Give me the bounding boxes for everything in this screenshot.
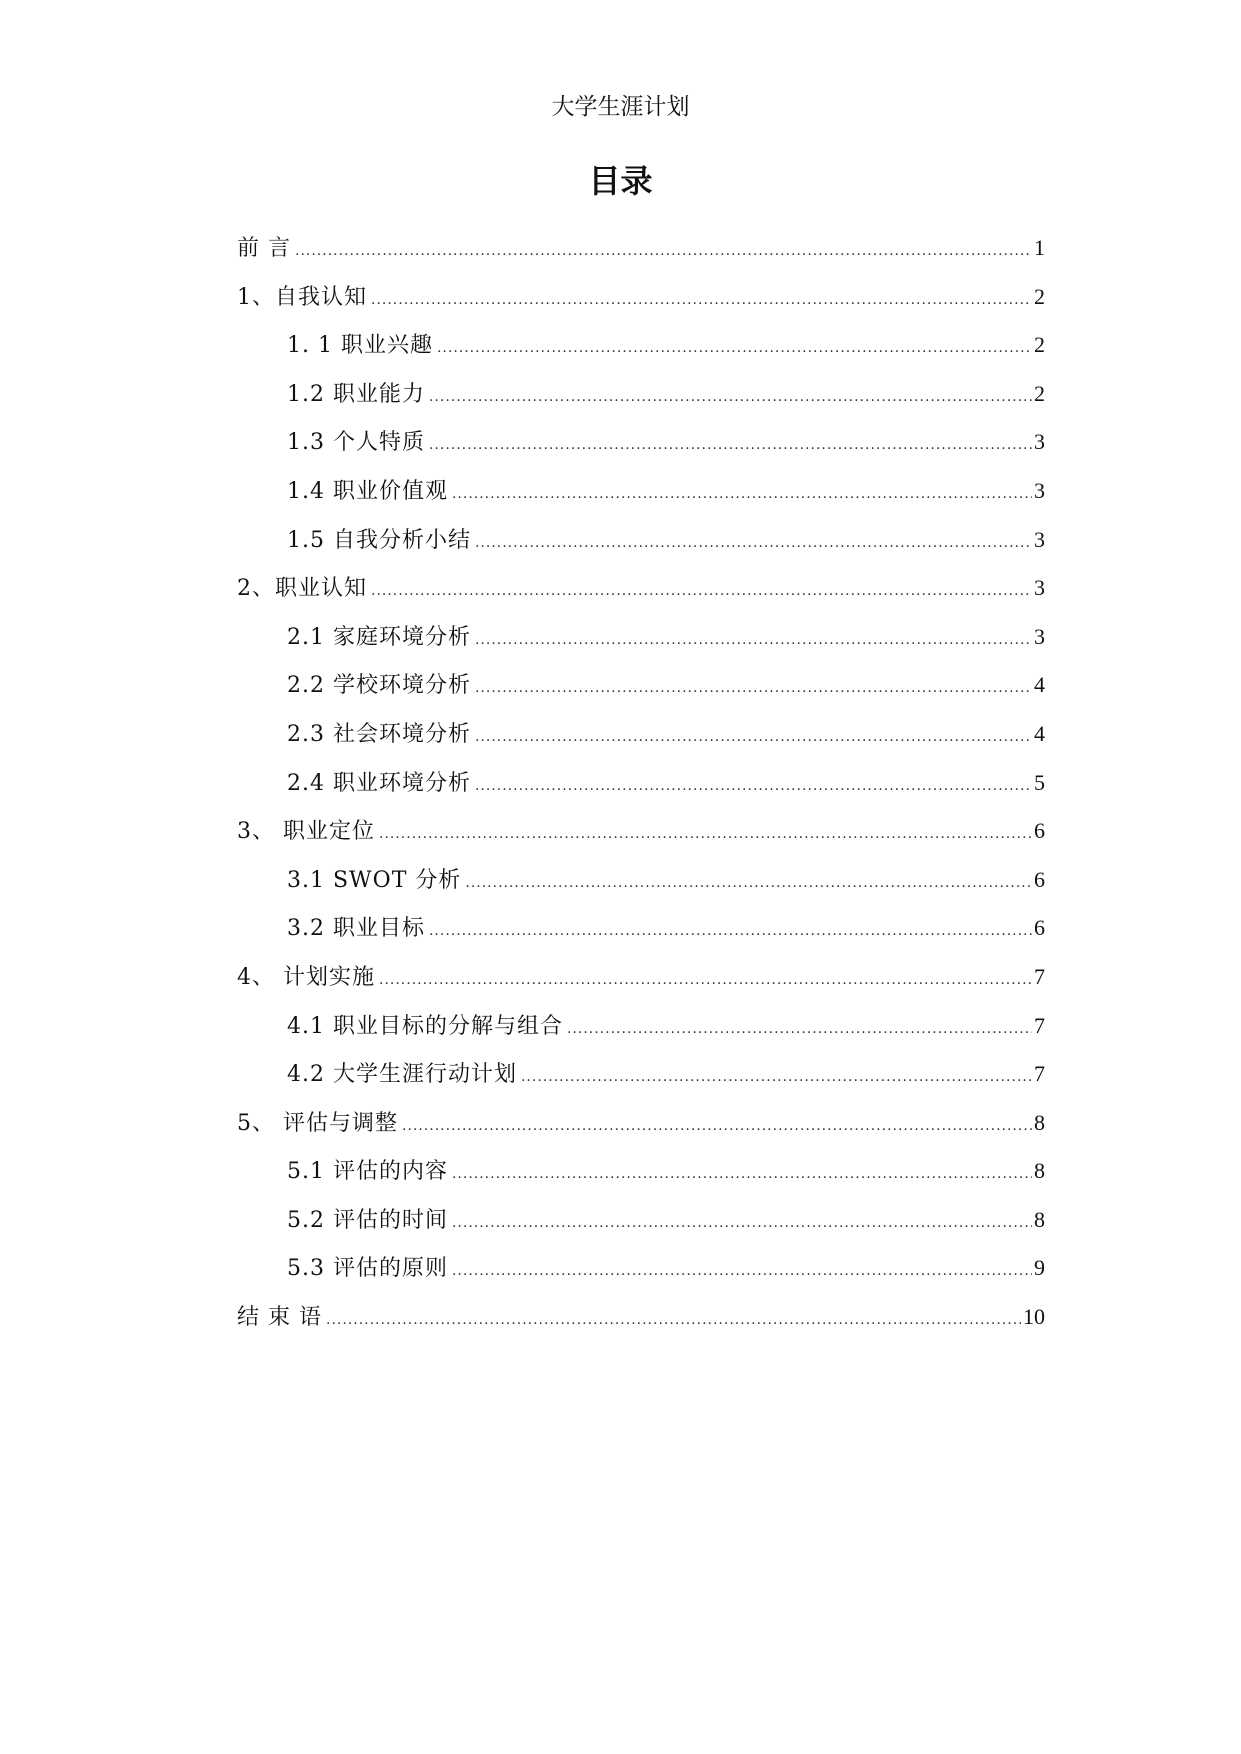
toc-entry[interactable] [237,1099,1045,1148]
toc-entry-label: 1.4 职业价值观 [287,478,448,504]
toc-entry-page-number: 7 [1034,1012,1045,1038]
toc-entry[interactable] [237,1196,1045,1245]
toc-entry-label: 1.2 职业能力 [287,381,425,407]
toc-entry-label: 2.1 家庭环境分析 [287,624,471,650]
toc-entry-page-number: 6 [1034,818,1045,844]
toc-entry-label: 1.5 自我分析小结 [287,527,471,553]
toc-entry-page-number: 8 [1034,1206,1045,1232]
toc-entry[interactable] [237,759,1045,808]
toc-entry[interactable] [237,418,1045,467]
toc-entry-label: 5.1 评估的内容 [287,1159,448,1185]
toc-entry-page-number: 3 [1034,575,1045,601]
toc-dot-leader [567,1005,1032,1054]
toc-entry-page-number: 6 [1034,866,1045,892]
toc-entry-label: 3、 职业定位 [237,819,375,845]
toc-entry-label: 前 言 [237,236,291,261]
toc-entry-label: 4.1 职业目标的分解与组合 [287,1013,563,1039]
toc-entry-page-number: 9 [1034,1255,1045,1281]
toc-entry[interactable] [237,516,1045,565]
toc-dot-leader [379,810,1032,859]
toc-entry-label: 4.2 大学生涯行动计划 [287,1062,517,1088]
toc-dot-leader [452,1247,1032,1296]
toc-entry-label: 3.2 职业目标 [287,916,425,942]
toc-entry-label: 2.3 社会环境分析 [287,721,471,747]
toc-entry-page-number: 7 [1034,1061,1045,1087]
toc-dot-leader [371,567,1032,616]
toc-entry-label: 3.1 SWOT 分析 [287,867,462,893]
toc-dot-leader [465,859,1032,908]
toc-entry-label: 2.2 学校环境分析 [287,673,471,699]
toc-entry[interactable] [237,1147,1045,1196]
toc-entry-label: 1. 1 职业兴趣 [287,333,433,359]
toc-entry[interactable] [237,1050,1045,1099]
toc-entry[interactable] [237,904,1045,953]
toc-dot-leader [475,616,1032,665]
toc-dot-leader [452,1150,1032,1199]
toc-entry-label: 4、 计划实施 [237,964,375,990]
toc-entry-label: 5、 评估与调整 [237,1110,398,1136]
toc-entry-page-number: 7 [1034,963,1045,989]
toc-dot-leader [295,227,1032,276]
toc-dot-leader [402,1102,1032,1151]
toc-dot-leader [475,519,1032,568]
toc-dot-leader [475,713,1032,762]
toc-entry[interactable] [237,710,1045,759]
toc-dot-leader [521,1053,1032,1102]
toc-entry-page-number: 8 [1034,1109,1045,1135]
toc-dot-leader [326,1296,1021,1345]
toc-entry[interactable] [237,856,1045,905]
toc-dot-leader [371,276,1032,325]
toc-entry-label: 5.3 评估的原则 [287,1256,448,1282]
table-of-contents [237,224,1045,1342]
toc-entry[interactable] [237,224,1045,273]
toc-entry[interactable] [237,1293,1045,1342]
toc-entry-page-number: 3 [1034,477,1045,503]
toc-entry-label: 5.2 评估的时间 [287,1207,448,1233]
toc-entry-label: 2、职业认知 [237,576,367,602]
toc-entry-page-number: 10 [1023,1304,1045,1330]
toc-entry[interactable] [237,273,1045,322]
toc-title: 目录 [588,162,653,200]
toc-entry[interactable] [237,467,1045,516]
toc-entry-label: 1.3 个人特质 [287,430,425,456]
toc-entry-label: 2.4 职业环境分析 [287,770,471,796]
toc-dot-leader [429,907,1032,956]
toc-entry-page-number: 3 [1034,526,1045,552]
toc-entry-page-number: 4 [1034,720,1045,746]
toc-entry[interactable] [237,661,1045,710]
toc-entry-page-number: 8 [1034,1158,1045,1184]
toc-dot-leader [437,324,1032,373]
toc-entry[interactable] [237,1002,1045,1051]
toc-dot-leader [429,421,1032,470]
toc-entry-label: 1、自我认知 [237,284,367,310]
toc-entry[interactable] [237,564,1045,613]
toc-dot-leader [452,1199,1032,1248]
toc-entry-page-number: 1 [1034,235,1045,260]
toc-dot-leader [429,373,1032,422]
toc-entry-page-number: 2 [1034,380,1045,406]
toc-dot-leader [452,470,1032,519]
toc-dot-leader [379,956,1032,1005]
toc-entry[interactable] [237,953,1045,1002]
toc-entry-page-number: 2 [1034,283,1045,309]
toc-dot-leader [475,664,1032,713]
toc-entry-page-number: 4 [1034,672,1045,698]
toc-entry-page-number: 5 [1034,769,1045,795]
toc-dot-leader [475,762,1032,811]
document-header-title: 大学生涯计划 [551,94,690,120]
toc-entry[interactable] [237,807,1045,856]
toc-entry-page-number: 2 [1034,332,1045,358]
toc-entry-page-number: 3 [1034,623,1045,649]
toc-entry-page-number: 6 [1034,915,1045,941]
toc-entry[interactable] [237,321,1045,370]
toc-entry-label: 结 束 语 [237,1305,322,1331]
toc-entry[interactable] [237,370,1045,419]
toc-entry[interactable] [237,1244,1045,1293]
toc-entry-page-number: 3 [1034,429,1045,455]
toc-entry[interactable] [237,613,1045,662]
